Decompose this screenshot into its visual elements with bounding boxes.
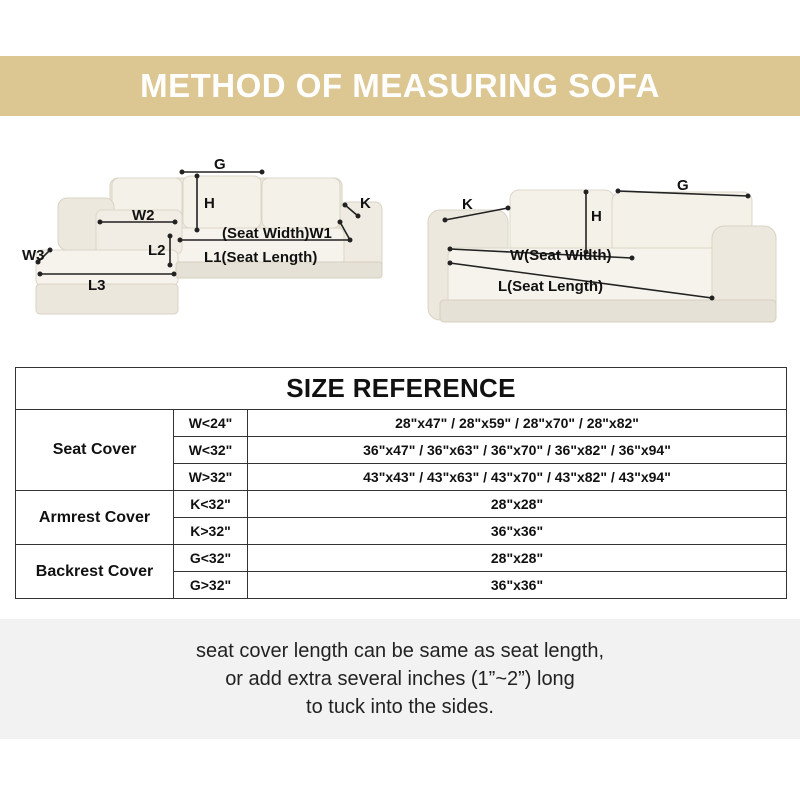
table-title: SIZE REFERENCE — [16, 368, 787, 410]
label-l-right: L(Seat Length) — [498, 278, 603, 295]
label-w-right: W(Seat Width) — [510, 247, 612, 264]
title-banner — [0, 56, 800, 116]
condition-cell: K>32" — [174, 518, 248, 545]
note-line: to tuck into the sides. — [306, 696, 494, 718]
label-l1: L1(Seat Length) — [204, 249, 318, 266]
label-l2: L2 — [148, 242, 166, 259]
condition-cell: G>32" — [174, 572, 248, 599]
sizes-cell: 28"x28" — [248, 491, 787, 518]
label-k-right: K — [462, 196, 473, 213]
sizes-cell: 36"x36" — [248, 572, 787, 599]
sizes-cell: 28"x47" / 28"x59" / 28"x70" / 28"x82" — [248, 410, 787, 437]
sofa-diagram-svg — [0, 150, 800, 330]
note-line: seat cover length can be same as seat length, — [195, 640, 605, 662]
condition-cell: W<32" — [174, 437, 248, 464]
group-backrest-cover: Backrest Cover — [16, 545, 174, 599]
group-seat-cover: Seat Cover — [16, 410, 174, 491]
note-box — [0, 619, 800, 739]
table-row — [16, 545, 787, 572]
sizes-cell: 43"x43" / 43"x63" / 43"x70" / 43"x82" / 43"x94" — [248, 464, 787, 491]
label-g-left: G — [214, 156, 226, 173]
page-title: METHOD OF MEASURING SOFA — [140, 67, 660, 104]
condition-cell: G<32" — [174, 545, 248, 572]
label-g-right: G — [677, 177, 689, 194]
label-h-right: H — [591, 208, 602, 225]
condition-cell: W>32" — [174, 464, 248, 491]
sizes-cell: 36"x47" / 36"x63" / 36"x70" / 36"x82" / 36"x94" — [248, 437, 787, 464]
label-w1: (Seat Width)W1 — [222, 225, 332, 242]
table-row — [16, 410, 787, 437]
table-row — [16, 491, 787, 518]
label-l3: L3 — [88, 277, 106, 294]
label-w3: W3 — [22, 247, 45, 264]
sizes-cell: 28"x28" — [248, 545, 787, 572]
note-line: or add extra several inches (1”~2”) long — [225, 668, 575, 690]
size-reference-table — [15, 367, 787, 599]
label-h-left: H — [204, 195, 215, 212]
group-armrest-cover: Armrest Cover — [16, 491, 174, 545]
condition-cell: W<24" — [174, 410, 248, 437]
label-w2: W2 — [132, 207, 155, 224]
measurement-diagram — [0, 150, 800, 330]
condition-cell: K<32" — [174, 491, 248, 518]
sizes-cell: 36"x36" — [248, 518, 787, 545]
label-k-left: K — [360, 195, 371, 212]
